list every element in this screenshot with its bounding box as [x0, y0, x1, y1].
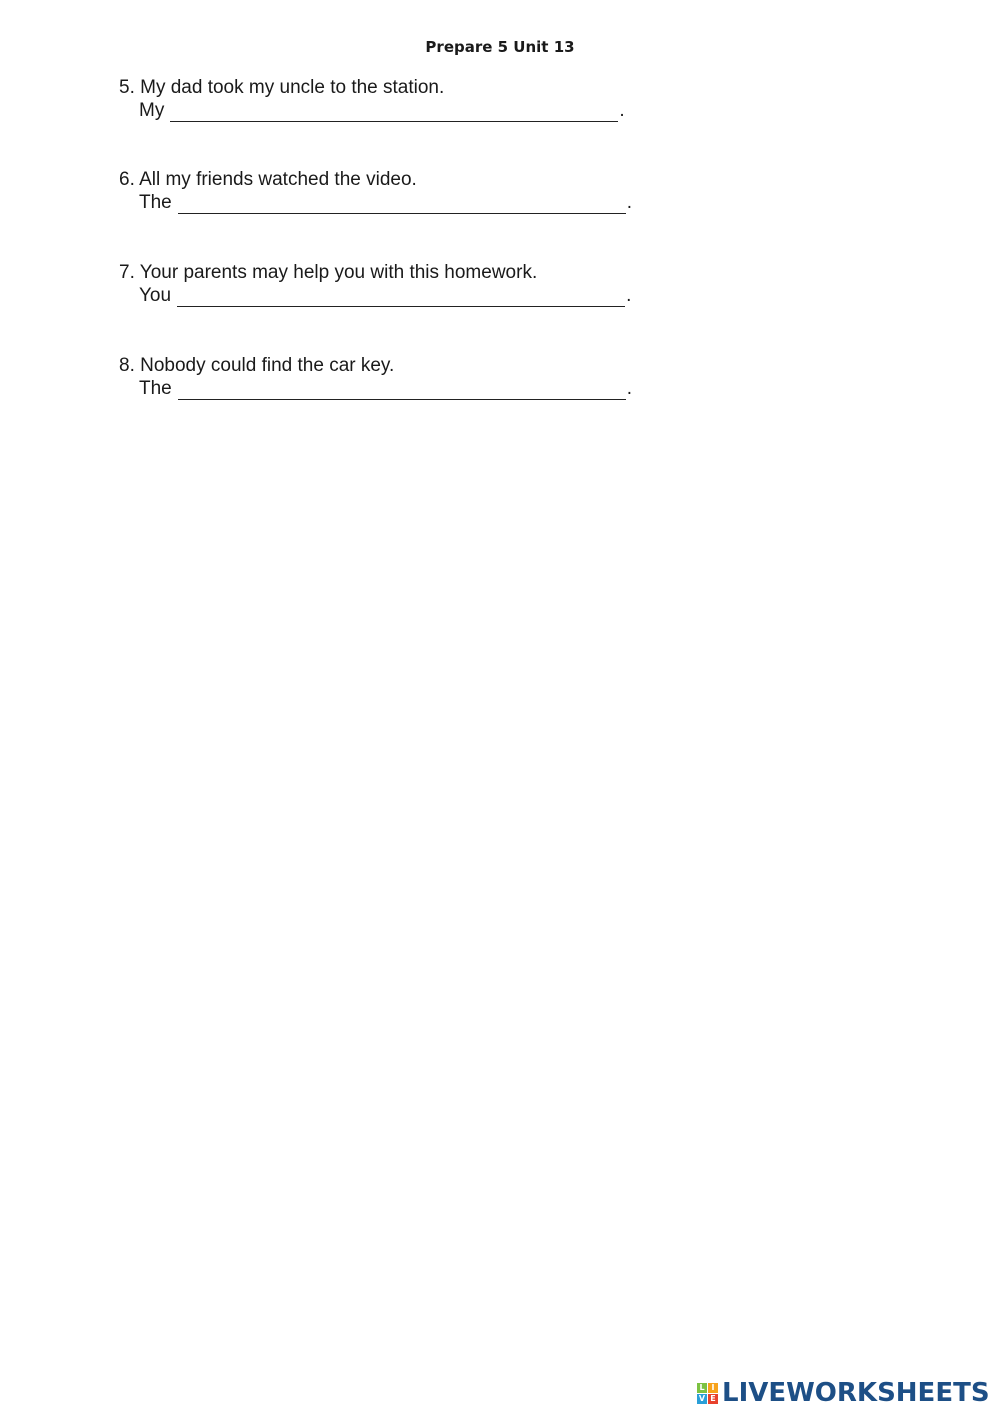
liveworksheets-brand[interactable] [697, 1378, 990, 1408]
exercise-7-answer-field[interactable] [177, 286, 625, 307]
exercise-6-starter: The [139, 192, 172, 213]
exercise-7 [119, 261, 631, 307]
exercise-8-period: . [626, 378, 633, 399]
exercise-5-starter: My [139, 100, 165, 121]
exercise-6 [119, 168, 632, 214]
exercise-5-prompt: 5. My dad took my uncle to the station. [119, 77, 445, 98]
exercise-7-answer-line [139, 284, 631, 307]
exercise-6-answer-field[interactable] [178, 193, 626, 214]
exercise-7-period: . [626, 285, 632, 306]
exercise-8-answer-line [139, 377, 632, 400]
exercise-5-period: . [619, 100, 625, 121]
exercise-8-starter: The [139, 378, 172, 399]
exercise-6-answer-line [139, 191, 632, 214]
exercise-8-answer-field[interactable] [178, 379, 626, 400]
exercise-5-answer-field[interactable] [170, 101, 618, 122]
page-title: Prepare 5 Unit 13 [425, 38, 575, 56]
logo-letter-i: I [708, 1383, 718, 1393]
exercise-8 [119, 354, 632, 400]
brand-name: LIVEWORKSHEETS [722, 1378, 990, 1408]
exercise-7-starter: You [139, 285, 172, 306]
exercise-8-prompt: 8. Nobody could find the car key. [119, 355, 395, 376]
exercise-5 [119, 76, 625, 122]
exercise-6-period: . [626, 192, 633, 213]
exercise-6-prompt: 6. All my friends watched the video. [119, 169, 417, 190]
exercise-5-answer-line [139, 99, 625, 122]
logo-letter-e: E [708, 1394, 718, 1404]
exercise-7-prompt: 7. Your parents may help you with this homework. [119, 262, 538, 283]
liveworksheets-logo-icon [697, 1383, 718, 1404]
logo-letter-l: L [697, 1383, 707, 1393]
logo-letter-v: V [698, 1393, 706, 1403]
